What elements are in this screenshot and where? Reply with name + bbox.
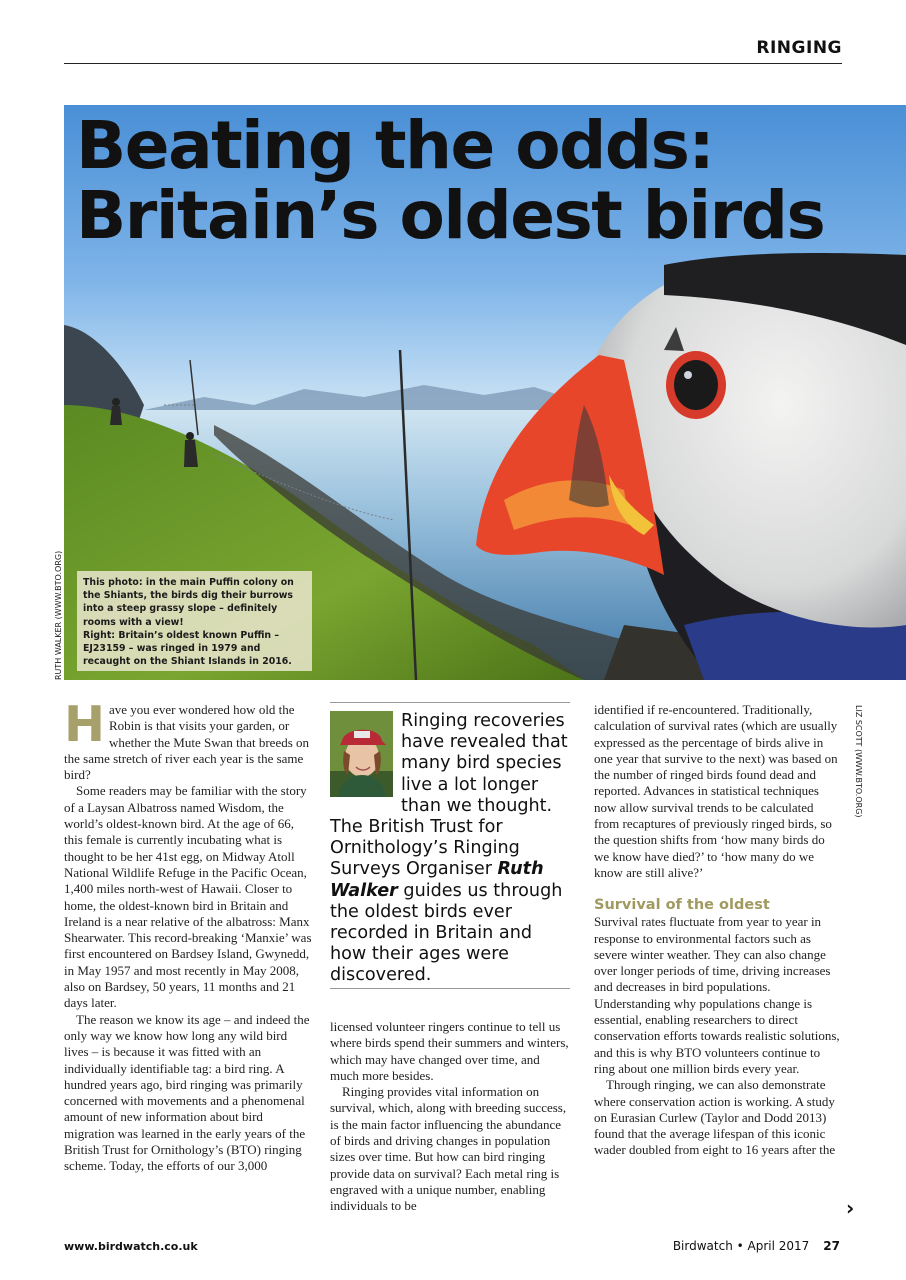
caption-head-2: Right:: [83, 629, 116, 641]
next-page-arrow-icon[interactable]: ›: [846, 1196, 855, 1220]
paragraph: Ringing provides vital information on survival, which, along with breeding success, is the main factor influencing the abundance of birds and driving changes in population sizes over time. But how can bird ringing provide data on survival? Each metal ring is engraved with a unique number, enabling individuals to be: [330, 1084, 567, 1214]
pull-quote-rule-bottom: [330, 988, 570, 989]
article-title: [76, 107, 825, 254]
title-line-2: Britain’s oldest birds: [76, 177, 825, 254]
footer-publication: [673, 1239, 840, 1253]
article-column-3: [594, 702, 840, 1159]
paragraph: identified if re-encountered. Traditionally, calculation of survival rates (which are usually expressed as the percentage of birds alive in one year that survive to the next) was based on the number of ringed birds found dead and reported. Advances in statistical techniques now allow survival trends to be calculated from recaptures of previously ringed birds, so the question shifts from ‘how many birds do we know have died?’ to ‘how many do we know are still alive?’: [594, 702, 838, 880]
footer-url[interactable]: www.birdwatch.co.uk: [64, 1240, 198, 1253]
pull-quote-text: Ringing recoveries have revealed that many bird species live a lot longer than we thought. The British Trust for Ornithology’s Ringing Surveys Organiser: [330, 711, 568, 880]
title-line-1: Beating the odds:: [76, 107, 714, 184]
drop-cap: H: [64, 696, 106, 753]
page-number: 27: [823, 1239, 840, 1253]
publication-issue: Birdwatch • April 2017: [672, 1239, 810, 1253]
caption-head-1: This photo:: [83, 577, 143, 588]
subheading: Survival of the oldest: [594, 897, 770, 914]
pull-quote: [330, 711, 570, 987]
section-label: RINGING: [756, 38, 842, 58]
paragraph: The reason we know its age – and indeed the only way we know how long any wild bird lives – is because it was fitted with an individually identifiable tag: a bird ring. A hundred years ago, bird ringing was primarily concerned with movements and a phenomenal amount of new information about bird migration was learned in the early years of the British Trust for Ornithology’s (BTO) ringing scheme. Today, the efforts of our 3,000: [64, 1011, 310, 1174]
paragraph-intro: [64, 696, 314, 783]
header-rule: [64, 63, 842, 64]
paragraph: licensed volunteer ringers continue to tell us where birds spend their summers and winters, which may have changed over time, and much more besides.: [330, 1019, 569, 1083]
paragraph: Through ringing, we can also demonstrate where conservation action is working. A study on Eurasian Curlew (Taylor and Dodd 2013) found that the average lifespan of this iconic wader doubled from eight to 16 years after the: [594, 1077, 836, 1158]
pull-quote-author: Ruth Walker: [330, 859, 544, 901]
paragraph: Some readers may be familiar with the story of a Laysan Albatross named Wisdom, the world’s oldest-known bird. At the age of 66, this female is currently incubating what is thought to be her 41st egg, on Midway Atoll National Wildlife Refuge in the Pacific Ocean, 1,400 miles north-west of Hawaii. Closer to home, the oldest-known bird in Britain and Ireland is a near relative of the albatross: Manx Shearwater. This record-breaking ‘Manxie’ was first encountered on Bardsey Island, Gwynedd, in May 1957 and most recently in May 2008, also on Bardsey, 50 years, 11 months and 21 days later.: [64, 783, 312, 1011]
pull-quote-text-end: guides us through the oldest birds ever recorded in Britain and how their ages were discovered.: [330, 880, 563, 986]
paragraph: Survival rates fluctuate from year to year in response to environmental factors such as severe winter weather. They can also change over longer periods of time, driving increases and decreases in bird populations. Understanding why populations change is essential, enabling researchers to direct conservation efforts towards realistic solutions, and this is why BTO volunteers continue to ring about one million birds every year.: [594, 914, 840, 1076]
intro-text: ave you ever wondered how old the Robin is that visits your garden, or whether the Mute Swan that breeds on the same stretch of river each year is the same bird?: [64, 702, 310, 783]
author-portrait: [330, 711, 393, 797]
article-column-1: [64, 696, 314, 1175]
pull-quote-rule-top: [330, 702, 570, 703]
caption-text-2: Britain’s oldest known Puffin – EJ23159 – was ringed in 1979 and recaught on the Shiant Islands in 2016.: [83, 629, 292, 668]
author-photo: [330, 711, 393, 797]
photo-credit-right: LIZ SCOTT (WWW.BTO.ORG): [854, 705, 863, 818]
pull-quote-block: [330, 702, 570, 987]
photo-caption: [77, 571, 312, 671]
caption-text-1: in the main Puffin colony on the Shiants, the birds dig their burrows into a steep grassy slope – definitely rooms with a view!: [83, 577, 294, 628]
photo-credit-left: RUTH WALKER (WWW.BTO.ORG): [54, 550, 63, 680]
article-column-2: [330, 1019, 570, 1215]
